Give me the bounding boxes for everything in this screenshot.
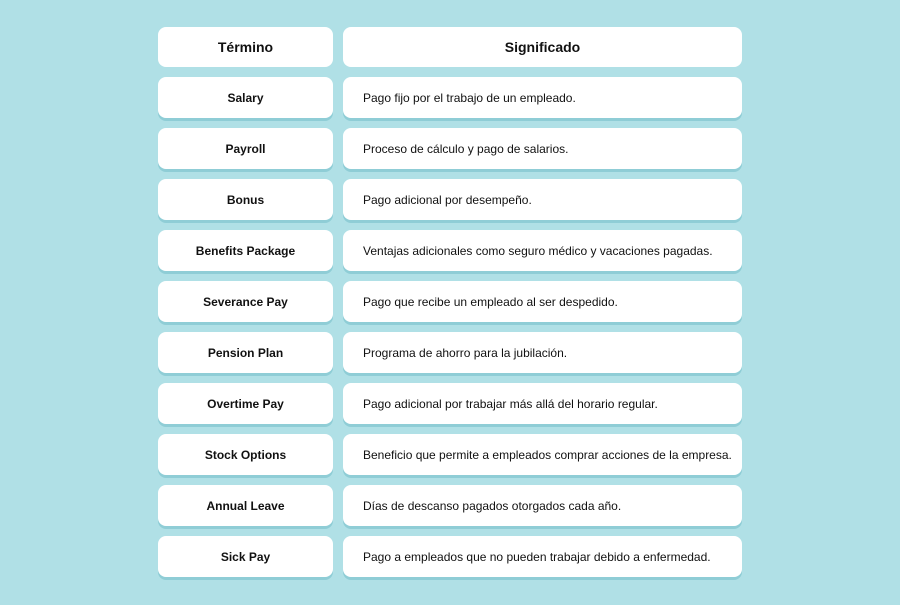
meaning-cell: Pago adicional por trabajar más allá del horario regular. [343,383,742,424]
meaning-cell: Pago a empleados que no pueden trabajar debido a enfermedad. [343,536,742,577]
term-cell: Overtime Pay [158,383,333,424]
table-row [158,383,742,424]
meaning-cell: Pago adicional por desempeño. [343,179,742,220]
term-cell: Severance Pay [158,281,333,322]
table-row [158,485,742,526]
term-cell: Bonus [158,179,333,220]
term-cell: Benefits Package [158,230,333,271]
term-cell: Sick Pay [158,536,333,577]
meaning-cell: Programa de ahorro para la jubilación. [343,332,742,373]
table-row [158,332,742,373]
table-row [158,281,742,322]
header-meaning: Significado [343,27,742,67]
glossary-table [158,27,742,587]
term-cell: Salary [158,77,333,118]
meaning-cell: Ventajas adicionales como seguro médico y vacaciones pagadas. [343,230,742,271]
table-row [158,536,742,577]
term-cell: Payroll [158,128,333,169]
term-cell: Stock Options [158,434,333,475]
table-row [158,230,742,271]
meaning-cell: Proceso de cálculo y pago de salarios. [343,128,742,169]
meaning-cell: Pago que recibe un empleado al ser despedido. [343,281,742,322]
meaning-cell: Pago fijo por el trabajo de un empleado. [343,77,742,118]
header-term: Término [158,27,333,67]
table-row [158,128,742,169]
term-cell: Annual Leave [158,485,333,526]
table-row [158,77,742,118]
table-row [158,434,742,475]
term-cell: Pension Plan [158,332,333,373]
table-row [158,179,742,220]
table-header [158,27,742,67]
meaning-cell: Días de descanso pagados otorgados cada año. [343,485,742,526]
meaning-cell: Beneficio que permite a empleados comprar acciones de la empresa. [343,434,742,475]
